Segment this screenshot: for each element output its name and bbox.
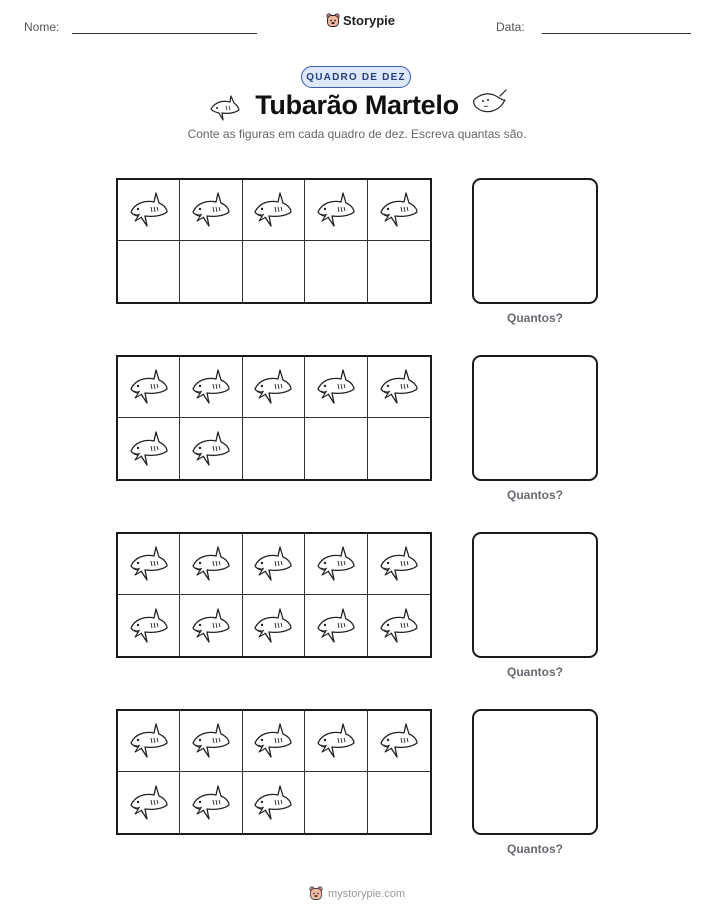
frame-cell (243, 711, 305, 772)
frame-cell (305, 241, 367, 302)
shark-icon (251, 542, 295, 586)
frame-cell (368, 534, 430, 595)
category-badge: QUADRO DE DEZ (301, 66, 411, 88)
frame-cell (180, 534, 242, 595)
frame-cell (118, 357, 180, 418)
shark-icon (127, 365, 171, 409)
frame-cell (243, 534, 305, 595)
frame-cell (243, 180, 305, 241)
frame-cell (368, 180, 430, 241)
answer-label: Quantos? (507, 665, 563, 679)
frame-cell (180, 180, 242, 241)
frame-cell (180, 711, 242, 772)
date-label: Data: (496, 20, 525, 34)
brand (326, 13, 395, 28)
frame-cell (180, 241, 242, 302)
answer-box-4[interactable] (472, 709, 598, 835)
frame-cell (305, 534, 367, 595)
shark-icon (314, 188, 358, 232)
frame-cell (305, 772, 367, 833)
footer-url[interactable]: mystorypie.com (327, 887, 406, 900)
frame-cell (118, 418, 180, 479)
frame-cell (368, 595, 430, 656)
frame-cell (368, 357, 430, 418)
shark-icon (208, 93, 242, 123)
shark-icon (127, 542, 171, 586)
shark-icon (189, 188, 233, 232)
shark-icon (377, 188, 421, 232)
frame-cell (243, 241, 305, 302)
footer (0, 886, 714, 901)
ten-frame-1 (116, 178, 432, 304)
shark-icon (251, 719, 295, 763)
shark-icon (189, 365, 233, 409)
answer-box-2[interactable] (472, 355, 598, 481)
ten-frame-4 (116, 709, 432, 835)
frame-cell (368, 711, 430, 772)
answer-box-3[interactable] (472, 532, 598, 658)
answer-box-1[interactable] (472, 178, 598, 304)
frame-cell (305, 418, 367, 479)
shark-icon (189, 427, 233, 471)
frame-cell (305, 595, 367, 656)
frame-cell (305, 711, 367, 772)
frame-cell (243, 418, 305, 479)
shark-icon (314, 542, 358, 586)
shark-icon (189, 719, 233, 763)
shark-icon (251, 604, 295, 648)
shark-icon (127, 781, 171, 825)
answer-label: Quantos? (507, 311, 563, 325)
shark-icon (377, 604, 421, 648)
shark-icon (377, 719, 421, 763)
shark-icon (127, 604, 171, 648)
frame-cell (368, 772, 430, 833)
frame-cell (243, 772, 305, 833)
frame-cell (305, 180, 367, 241)
frame-cell (305, 357, 367, 418)
instructions: Conte as figuras em cada quadro de dez. Escreva quantas são. (187, 127, 527, 141)
date-line[interactable] (542, 33, 691, 34)
frame-cell (368, 418, 430, 479)
frame-cell (243, 357, 305, 418)
shark-icon (377, 365, 421, 409)
ten-frame-3 (116, 532, 432, 658)
frame-cell (118, 180, 180, 241)
frame-cell (118, 241, 180, 302)
shark-icon (189, 542, 233, 586)
answer-label: Quantos? (507, 488, 563, 502)
frame-cell (118, 534, 180, 595)
frame-cell (368, 241, 430, 302)
shark-icon (189, 604, 233, 648)
frame-cell (180, 772, 242, 833)
shark-icon (314, 365, 358, 409)
frame-cell (118, 595, 180, 656)
frame-cell (180, 595, 242, 656)
page-title: Tubarão Martelo (255, 90, 459, 120)
answer-label: Quantos? (507, 842, 563, 856)
shark-icon (251, 188, 295, 232)
bear-logo-icon (309, 886, 323, 901)
frame-cell (118, 772, 180, 833)
name-label: Nome: (24, 20, 60, 34)
name-line[interactable] (72, 33, 257, 34)
shark-icon (127, 427, 171, 471)
frame-cell (180, 357, 242, 418)
shark-icon (127, 719, 171, 763)
frame-cell (180, 418, 242, 479)
frame-cell (118, 711, 180, 772)
shark-icon (377, 542, 421, 586)
shark-icon (314, 719, 358, 763)
shark-icon (251, 781, 295, 825)
stingray-icon (470, 88, 508, 120)
brand-name: Storypie (343, 13, 396, 28)
bear-logo-icon (326, 13, 340, 28)
shark-icon (251, 365, 295, 409)
shark-icon (189, 781, 233, 825)
shark-icon (127, 188, 171, 232)
shark-icon (314, 604, 358, 648)
ten-frame-2 (116, 355, 432, 481)
frame-cell (243, 595, 305, 656)
